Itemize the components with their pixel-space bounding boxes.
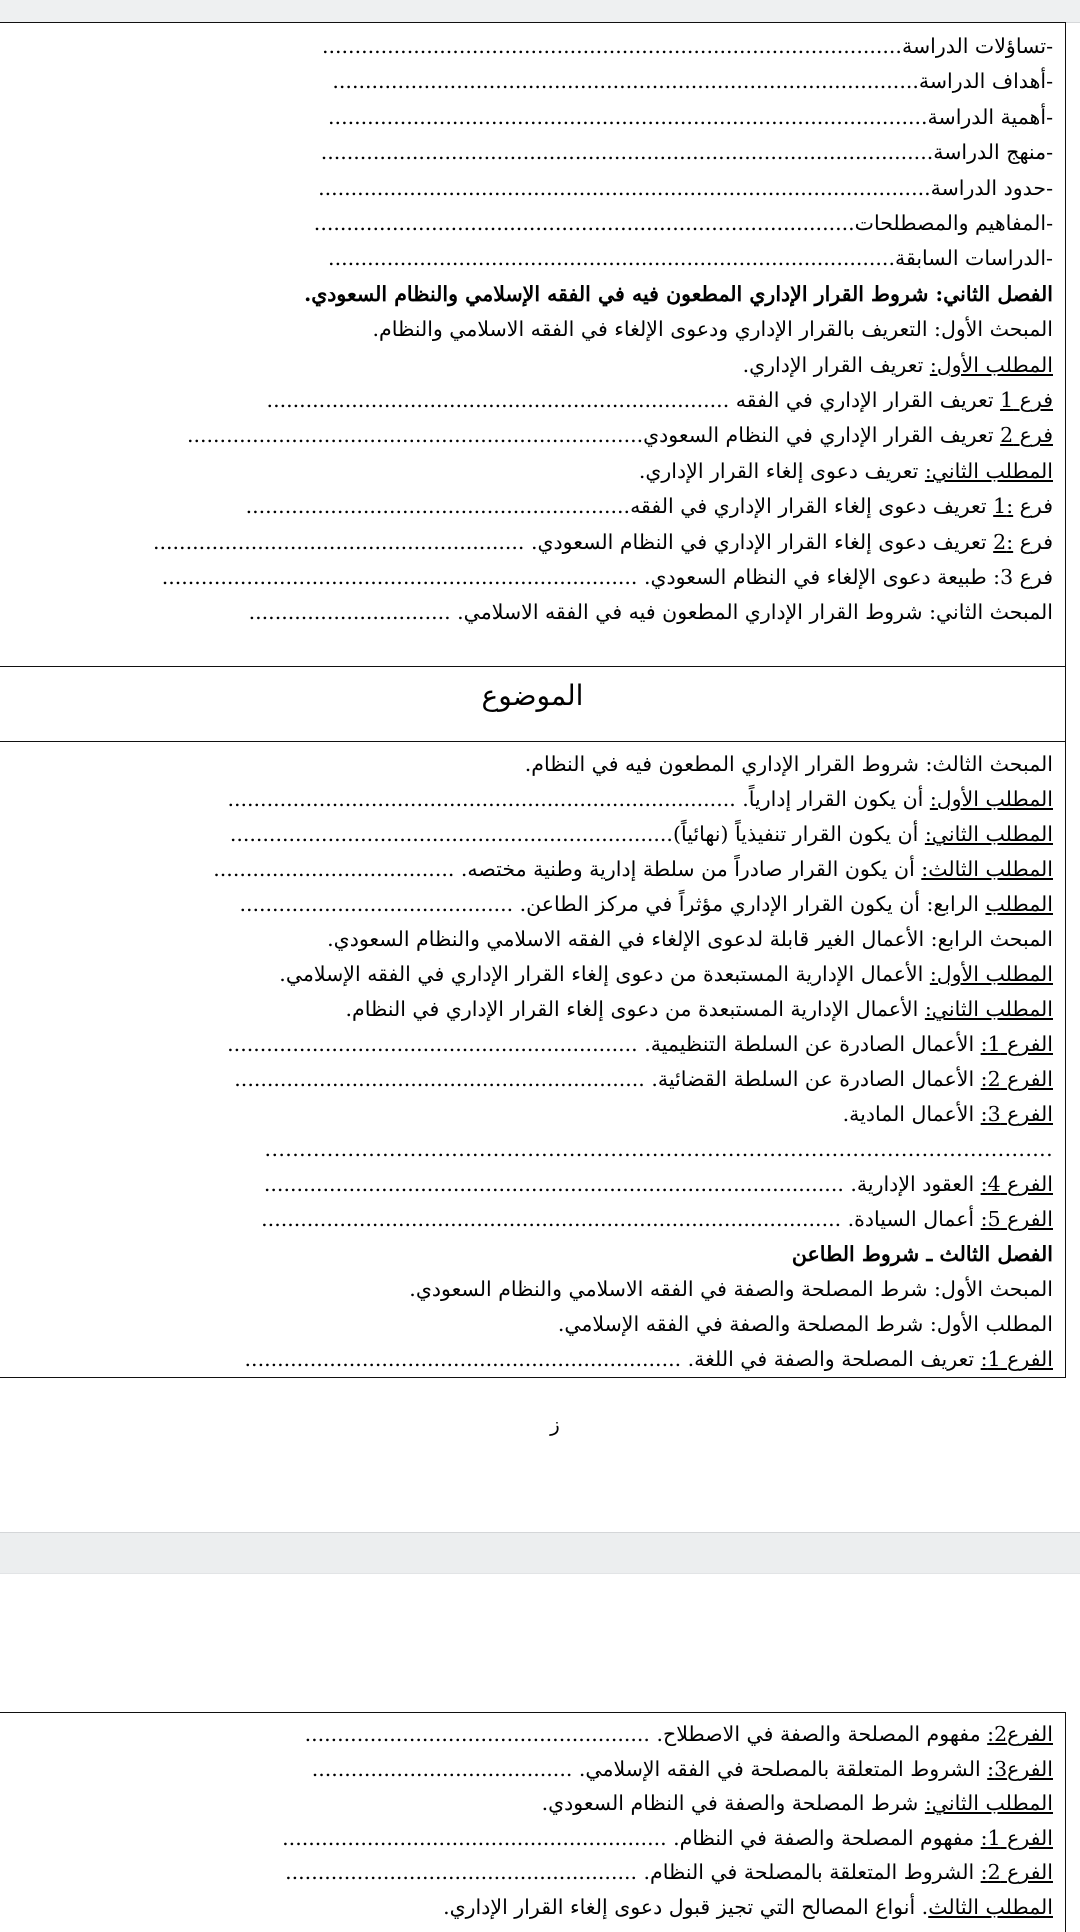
leader-dots: ........................................................... <box>245 494 631 519</box>
toc-text: تعريف دعوى إلغاء القرار الإداري في الفقه <box>630 494 994 519</box>
toc-text: المبحث الأول: التعريف بالقرار الإداري ودعوى الإلغاء في الفقه الاسلامي والنظام. <box>372 317 1053 342</box>
toc-text: . أنواع المصالح التي تجيز قبول دعوى إلغاء القرار الإداري. <box>443 1894 929 1919</box>
toc-text: الأعمال المادية. <box>842 1102 981 1126</box>
toc-text: فرع 1 <box>1000 388 1053 412</box>
toc-section-top <box>0 23 1065 666</box>
page-separator <box>0 1532 1080 1574</box>
toc-text: الفرع 1: <box>980 1032 1053 1056</box>
toc-line <box>0 1237 1053 1271</box>
toc-text: المطلب الأول: شرط المصلحة والصفة في الفقه الإسلامي. <box>557 1312 1053 1336</box>
toc-text: الفرع3: <box>987 1756 1053 1781</box>
toc-text: -أهمية الدراسة <box>927 104 1053 129</box>
toc-text: الفرع 2: <box>980 1860 1053 1884</box>
toc-line <box>0 206 1053 240</box>
toc-text: الفرع2: <box>987 1722 1053 1746</box>
toc-text: المطلب الثاني: <box>924 822 1053 846</box>
toc-line <box>0 560 1053 594</box>
leader-dots: .......................................................................................... <box>332 69 919 94</box>
leader-dots: .............................................................................. <box>227 787 736 811</box>
leader-dots: ................................................................................... <box>313 211 855 235</box>
toc-line <box>0 454 1053 488</box>
toc-line <box>0 1752 1053 1786</box>
leader-dots: ......................................................................... <box>161 565 638 589</box>
leader-dots: .................................................................................................................. <box>264 1137 1053 1161</box>
toc-text: المطلب الأول: <box>929 962 1053 986</box>
toc-text: الفرع 2: <box>980 1067 1053 1091</box>
toc-text: الأعمال الإدارية المستبعدة من دعوى إلغاء القرار الإداري في النظام. <box>345 997 925 1021</box>
toc-text: المطلب الأول: <box>929 352 1053 377</box>
toc-text: المبحث الثالث: شروط القرار الإداري المطعون فيه في النظام. <box>524 752 1053 776</box>
toc-text: المبحث الرابع: الأعمال الغير قابلة لدعوى الإلغاء في الفقه الاسلامي والنظام السعودي. <box>327 927 1053 951</box>
leader-dots: ....................................................................... <box>266 388 730 412</box>
toc-line <box>0 1272 1053 1306</box>
toc-line <box>0 992 1053 1026</box>
toc-line <box>0 1786 1053 1820</box>
leader-dots: ....................................................................................... <box>328 246 895 271</box>
toc-text: :2 <box>993 529 1014 554</box>
toc-text: -منهج الدراسة <box>933 140 1053 165</box>
toc-line <box>0 1307 1053 1341</box>
toc-text: أن يكون القرار تنفيذياً (نهائياً) <box>672 822 925 846</box>
toc-line <box>0 747 1053 781</box>
toc-text: المطلب الثاني: <box>924 1791 1053 1815</box>
toc-line <box>0 887 1053 921</box>
leader-dots: ............................... <box>248 600 451 625</box>
toc-text: الشروط المتعلقة بالمصلحة في النظام. <box>637 1860 981 1884</box>
toc-line <box>0 957 1053 991</box>
toc-line <box>0 171 1053 205</box>
toc-text: مفهوم المصلحة والصفة في النظام. <box>666 1825 981 1850</box>
toc-text: المطلب الثاني: <box>924 458 1053 483</box>
toc-line <box>0 525 1053 559</box>
toc-line <box>0 1202 1053 1236</box>
toc-line <box>0 1167 1053 1201</box>
toc-text: الفرع 5: <box>980 1207 1053 1231</box>
toc-text: المطلب الثالث <box>928 1894 1053 1919</box>
toc-line <box>0 595 1053 629</box>
toc-line <box>0 1342 1053 1376</box>
toc-line <box>0 135 1053 169</box>
toc-text: الفرع 3: <box>980 1102 1053 1126</box>
toc-text: فرع 3: طبيعة دعوى الإلغاء في النظام السعودي. <box>637 565 1053 589</box>
page-2-table <box>0 1712 1066 1932</box>
toc-text: الأعمال الإدارية المستبعدة من دعوى إلغاء القرار الإداري في الفقه الإسلامي. <box>279 962 930 986</box>
toc-text: الفرع 1: <box>980 1825 1053 1850</box>
toc-line <box>0 1821 1053 1855</box>
leader-dots: ......................................................................................... <box>321 34 902 58</box>
toc-line <box>0 922 1053 956</box>
toc-text: :1 <box>993 494 1014 519</box>
toc-line <box>0 1890 1053 1924</box>
toc-line <box>0 277 1053 311</box>
toc-text: الفصل الثاني: شروط القرار الإداري المطعون فيه في الفقه الإسلامي والنظام السعودي. <box>304 281 1053 306</box>
leader-dots: ..................................... <box>213 857 455 881</box>
toc-text: -المفاهيم والمصطلحات <box>854 211 1053 235</box>
toc-text: أن يكون القرار إدارياً. <box>735 787 930 811</box>
toc-text: -حدود الدراسة <box>930 175 1053 200</box>
leader-dots: ............................................................... <box>227 1032 638 1056</box>
toc-text: تعريف القرار الإداري. <box>742 352 930 377</box>
toc-text: الفرع 1: <box>980 1347 1053 1371</box>
leader-dots: ......................................................................................... <box>263 1172 844 1196</box>
leader-dots: .............................................................................................. <box>320 140 934 165</box>
toc-text: الفصل الثالث ـ شروط الطاعن <box>791 1242 1053 1266</box>
toc-line <box>0 1097 1053 1131</box>
toc-line <box>0 489 1053 523</box>
toc-line <box>0 1855 1053 1889</box>
toc-text: أعمال السيادة. <box>841 1207 981 1231</box>
leader-dots: ......................................................... <box>152 529 525 554</box>
toc-text: الفرع 4: <box>980 1172 1053 1196</box>
toc-line <box>0 29 1053 63</box>
leader-dots: ........................................ <box>311 1756 573 1781</box>
toc-text: تعريف المصلحة والصفة في اللغة. <box>681 1347 981 1371</box>
toc-text: المبحث الثاني: شروط القرار الإداري المطعون فيه في الفقه الاسلامي. <box>450 600 1053 625</box>
toc-line <box>0 1717 1053 1751</box>
toc-text: تعريف القرار الإداري في الفقه <box>729 388 1001 412</box>
leader-dots: ..................................................... <box>304 1722 650 1746</box>
leader-dots: ...................................................................... <box>186 423 644 448</box>
toc-line <box>0 852 1053 886</box>
toc-text: فرع <box>1013 494 1053 519</box>
toc-section-header-row <box>0 666 1065 742</box>
toc-text: الأعمال الصادرة عن السلطة التنظيمية. <box>637 1032 981 1056</box>
toc-text: العقود الإدارية. <box>843 1172 981 1196</box>
toc-line <box>0 817 1053 851</box>
toc-text: تعريف القرار الإداري في النظام السعودي <box>643 423 1001 448</box>
toc-line <box>0 1027 1053 1061</box>
toc-text: المطلب الأول: <box>929 787 1053 811</box>
toc-text: -الدراسات السابقة <box>894 246 1053 271</box>
toc-text: أن يكون القرار صادراً من سلطة إدارية وطنية مختصه. <box>454 857 922 881</box>
toc-line <box>0 1062 1053 1096</box>
toc-text: المطلب <box>985 892 1053 916</box>
toc-line <box>0 782 1053 816</box>
toc-text: الأعمال الصادرة عن السلطة القضائية. <box>644 1067 981 1091</box>
toc-line <box>0 418 1053 452</box>
toc-text: فرع <box>1013 529 1053 554</box>
toc-line <box>0 64 1053 98</box>
page-top-edge <box>0 0 1080 23</box>
leader-dots: ........................................................... <box>282 1825 667 1850</box>
page-1-table <box>0 22 1066 1378</box>
toc-section-bottom <box>0 740 1065 1377</box>
leader-dots: .................................................................... <box>229 822 673 846</box>
leader-dots: .............................................................................................. <box>318 175 931 200</box>
leader-dots: ......................................................................................... <box>261 1207 842 1231</box>
toc-line <box>0 348 1053 382</box>
leader-dots: ............................................................................................ <box>328 104 928 129</box>
toc-line <box>0 312 1053 346</box>
toc-line <box>0 100 1053 134</box>
section-title: الموضوع <box>481 679 584 712</box>
toc-text: مفهوم المصلحة والصفة في الاصطلاح. <box>649 1722 988 1746</box>
toc-text: شرط المصلحة والصفة في النظام السعودي. <box>541 1791 925 1815</box>
toc-text: المطلب الثاني: <box>924 997 1053 1021</box>
leader-dots: ............................................................... <box>234 1067 645 1091</box>
toc-text: تعريف دعوى إلغاء القرار الإداري في النظام السعودي. <box>524 529 994 554</box>
toc-text: -تساؤلات الدراسة <box>901 34 1053 58</box>
toc-line <box>0 1132 1053 1166</box>
leader-dots: ...................................................... <box>285 1860 638 1884</box>
toc-text: -أهداف الدراسة <box>918 69 1053 94</box>
toc-text: المبحث الأول: شرط المصلحة والصفة في الفقه الاسلامي والنظام السعودي. <box>409 1277 1053 1301</box>
toc-text: الرابع: أن يكون القرار الإداري مؤثراً في مركز الطاعن. <box>513 892 986 916</box>
toc-text: المطلب الثالث: <box>921 857 1053 881</box>
toc-text: فرع 2 <box>1000 423 1053 448</box>
page-number: ز <box>550 1412 560 1436</box>
toc-line <box>0 241 1053 275</box>
toc-text: الشروط المتعلقة بالمصلحة في الفقه الإسلامي. <box>572 1756 988 1781</box>
leader-dots: .......................................... <box>239 892 514 916</box>
toc-text: تعريف دعوى إلغاء القرار الإداري. <box>638 458 925 483</box>
toc-line <box>0 383 1053 417</box>
leader-dots: ................................................................... <box>244 1347 682 1371</box>
